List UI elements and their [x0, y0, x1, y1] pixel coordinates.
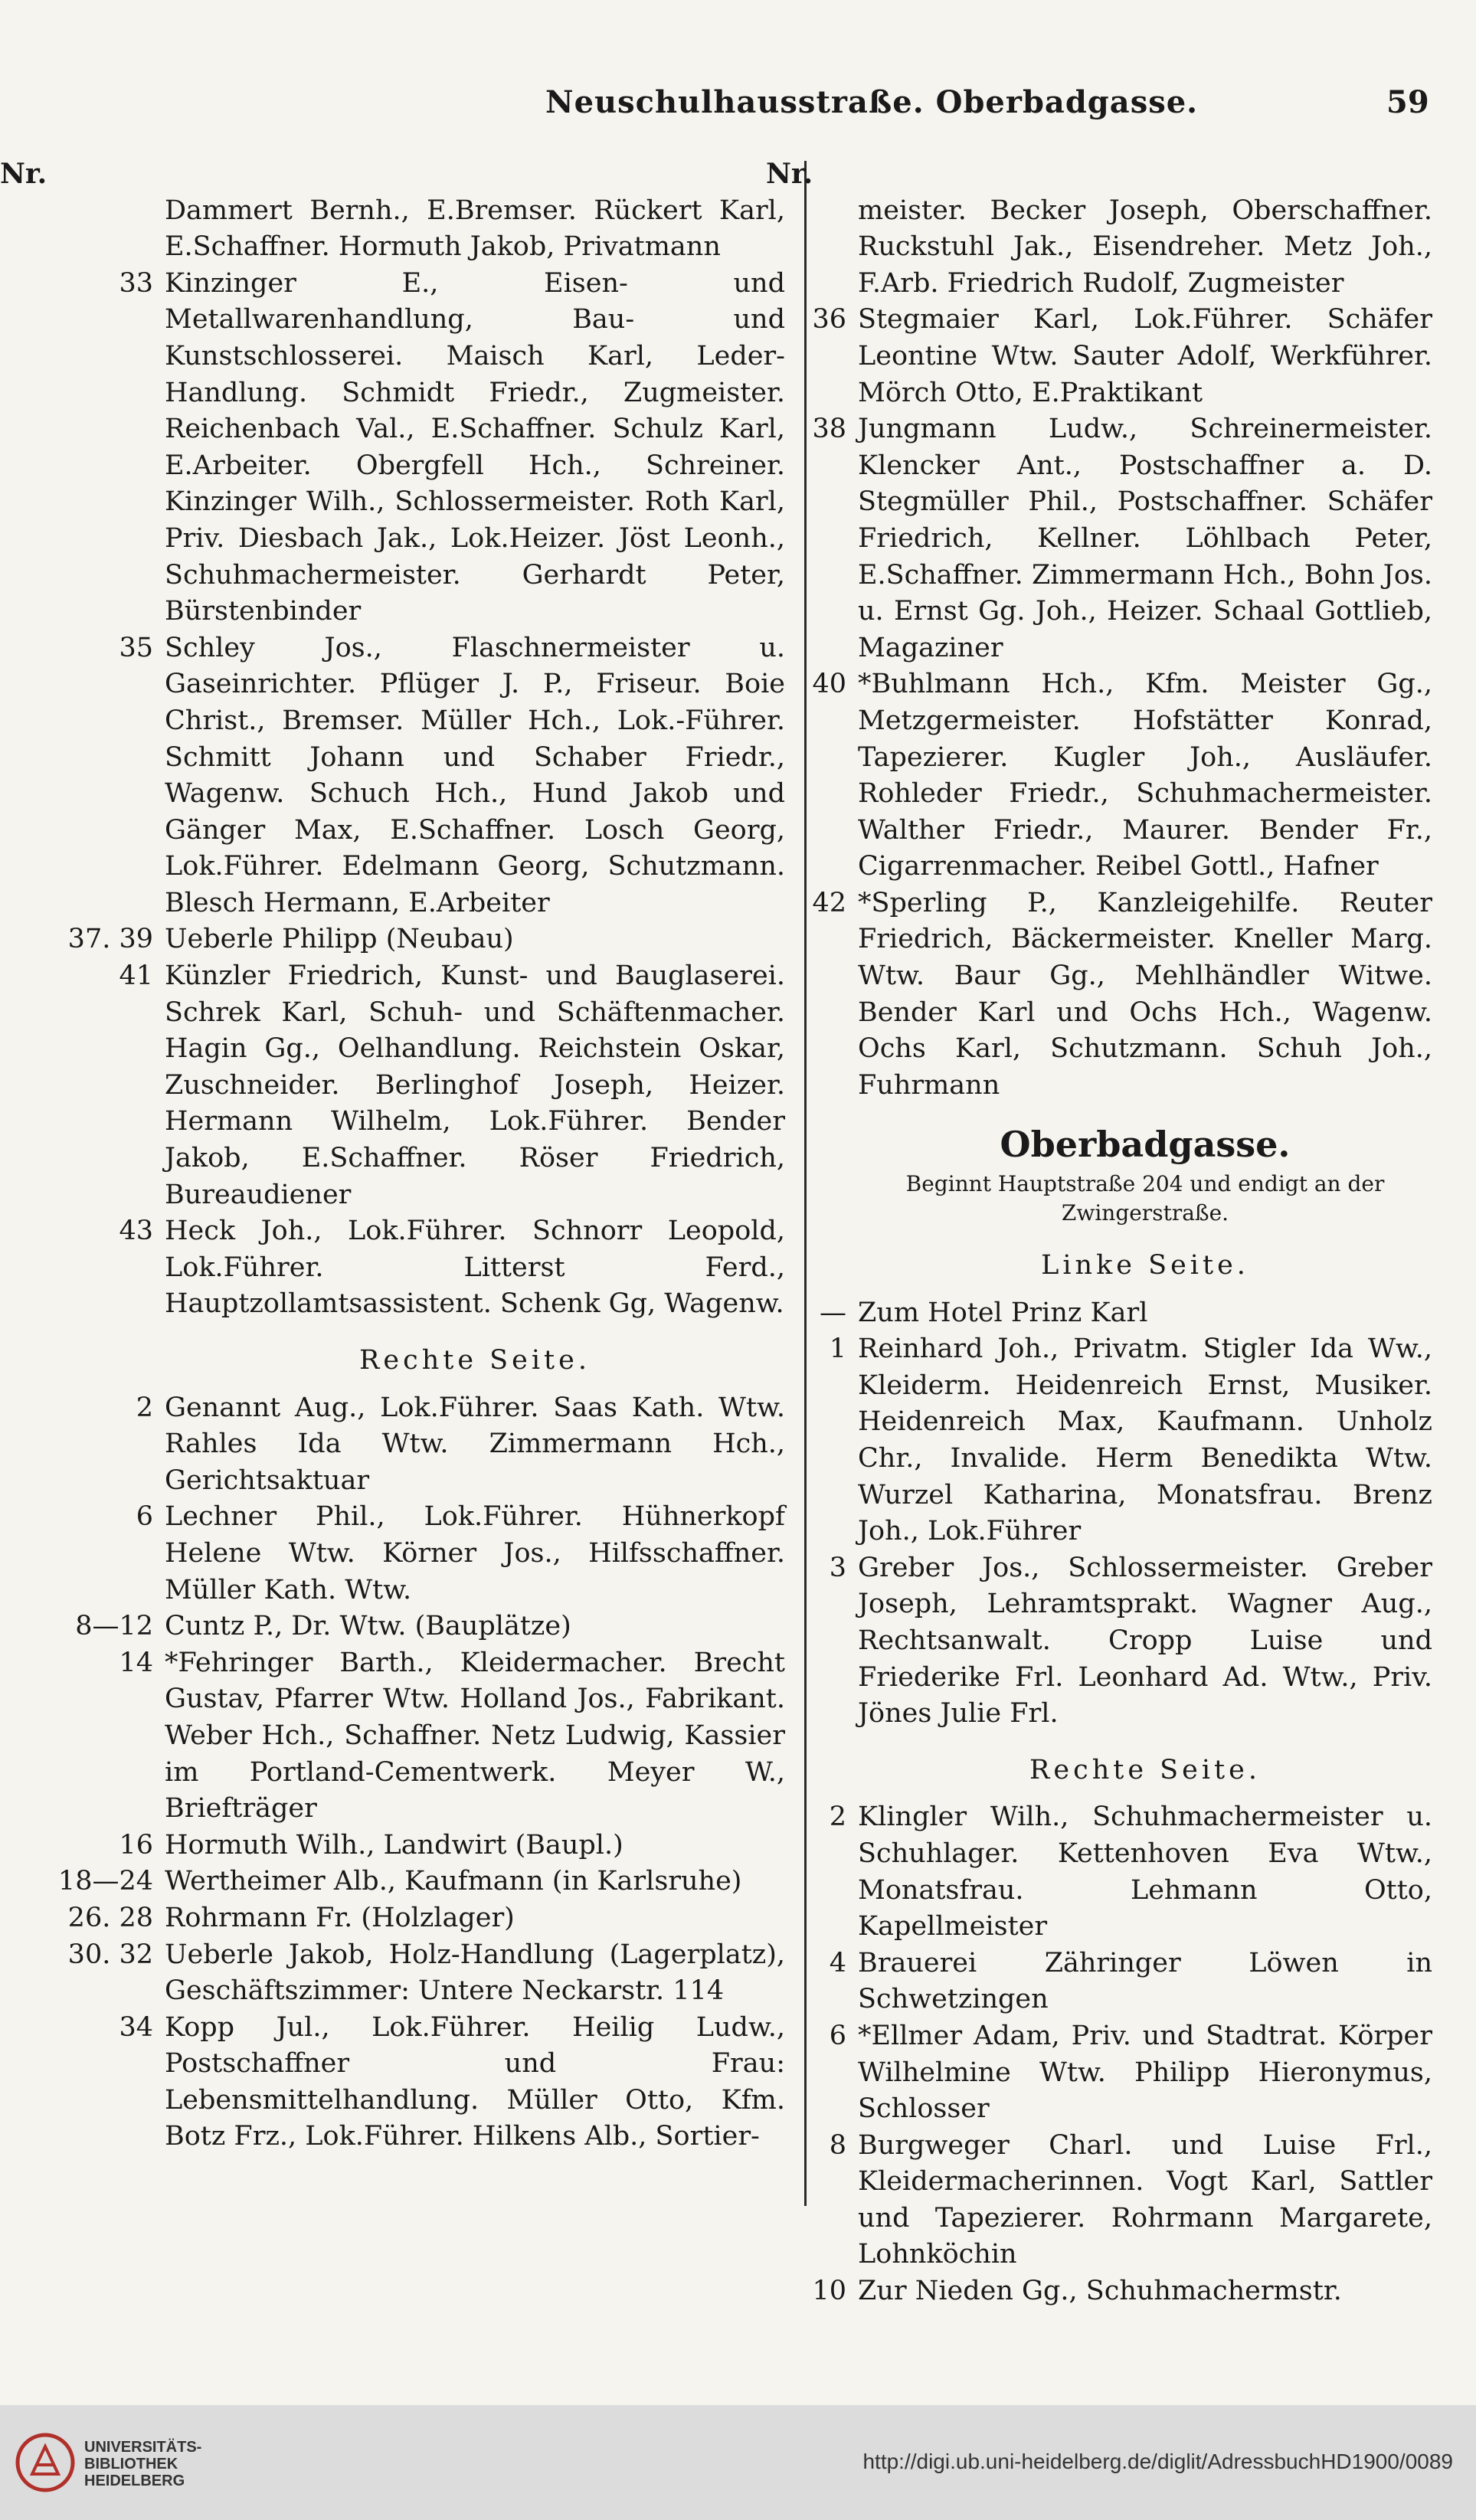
- resident-list: Klingler Wilh., Schuhmachermeister u. Schuhlager. Kettenhoven Eva Wtw., Monatsfrau. Lehmann Otto, Kapellmeister: [858, 1802, 1432, 1942]
- resident-list: *Fehringer Barth., Kleidermacher. Brecht Gustav, Pfarrer Wtw. Holland Jos., Fabrikant. Weber Hch., Schaffner. Netz Ludwig, Kassier im Portland-Cementwerk. Meyer W., Briefträger: [165, 1647, 785, 1825]
- resident-list: Wertheimer Alb., Kaufmann (in Karlsruhe): [165, 1866, 742, 1897]
- resident-list: Kopp Jul., Lok.Führer. Heilig Ludw., Postschaffner und Frau: Lebensmittelhandlung. Müller Otto, Kfm. Botz Frz., Lok.Führer. Hilkens Alb., Sortier-: [165, 2011, 785, 2152]
- house-number: 42: [812, 887, 846, 918]
- resident-list: Hormuth Wilh., Landwirt (Baupl.): [165, 1829, 623, 1861]
- page-number: 59: [1386, 84, 1429, 120]
- house-number: 14: [119, 1647, 153, 1678]
- address-entry: [119, 266, 785, 630]
- address-entry: [75, 1609, 785, 1645]
- house-number: 3: [829, 1552, 846, 1583]
- house-number: 33: [119, 267, 153, 299]
- house-number: 41: [119, 961, 153, 992]
- page-title: Neuschulhausstraße. Oberbadgasse.: [545, 84, 1199, 120]
- left-entries: [67, 193, 785, 1323]
- address-entry: [829, 2128, 1432, 2273]
- address-entry: [829, 2018, 1432, 2128]
- resident-list: Zum Hotel Prinz Karl: [858, 1297, 1148, 1328]
- footer-bar: [0, 2405, 1476, 2520]
- right-column: [766, 156, 1432, 2310]
- resident-list: Reinhard Joh., Privatm. Stigler Ida Ww., Kleiderm. Heidenreich Ernst, Musiker. Heidenreich Max, Kaufmann. Unholz Chr., Invalide. Herm Benedikta Wtw. Wurzel Katharina, Monatsfrau. Brenz Joh., Lok.Führer: [858, 1334, 1432, 1547]
- resident-list: Burgweger Charl. und Luise Frl., Kleidermacherinnen. Vogt Karl, Sattler und Tapezierer. Rohrmann Margarete, Lohnköchin: [858, 2129, 1432, 2270]
- address-entry: [829, 1946, 1432, 2018]
- house-number: 2: [829, 1802, 846, 1833]
- resident-list: Stegmaier Karl, Lok.Führer. Schäfer Leontine Wtw. Sauter Adolf, Werkführer. Mörch Otto, E.Praktikant: [858, 304, 1432, 408]
- address-entry: [165, 193, 785, 266]
- nr-label: Nr.: [766, 158, 813, 190]
- address-entry: [812, 885, 1432, 1105]
- address-entry: [136, 1390, 785, 1500]
- address-entry: [119, 958, 785, 1213]
- address-entry: [812, 302, 1432, 411]
- house-number: 8: [829, 2129, 846, 2161]
- address-entry: [119, 1645, 785, 1828]
- page-header: [0, 74, 1476, 135]
- house-number: 34: [119, 2011, 153, 2043]
- resident-list: Cuntz P., Dr. Wtw. (Bauplätze): [165, 1611, 571, 1642]
- section-heading-left: Linke Seite.: [1041, 1250, 1249, 1281]
- resident-list: Ueberle Philipp (Neubau): [165, 924, 514, 955]
- address-entry: [829, 1799, 1432, 1945]
- resident-list: Ueberle Jakob, Holz-Handlung (Lagerplatz), Geschäftszimmer: Untere Neckarstr. 114: [165, 1939, 785, 2007]
- left-column: [0, 156, 785, 2155]
- house-number: 10: [812, 2276, 846, 2307]
- street-heading: Oberbadgasse.: [1000, 1124, 1291, 1166]
- address-entry: [119, 1828, 785, 1864]
- house-number: 6: [136, 1501, 153, 1533]
- resident-list: Schley Jos., Flaschnermeister u. Gaseinrichter. Pflüger J. P., Friseur. Boie Christ., Bremser. Müller Hch., Lok.-Führer. Schmitt Johann und Schaber Friedr., Wagenw. Schuch Hch., Hund Jakob und Gänger Max, E.Schaffner. Losch Georg, Lok.Führer. Edelmann Georg, Schutzmann. Blesch Hermann, E.Arbeiter: [165, 632, 785, 918]
- nr-label: Nr.: [0, 158, 47, 190]
- right-entries-3: [812, 1799, 1432, 2309]
- address-entry: [67, 921, 785, 958]
- resident-list: Heck Joh., Lok.Führer. Schnorr Leopold, Lok.Führer. Litterst Ferd., Hauptzollamtsassistent. Schenk Gg, Wagenw.: [165, 1216, 785, 1320]
- house-number: 6: [829, 2020, 846, 2051]
- left-entries-2: [57, 1390, 785, 2155]
- address-entry: [67, 1937, 785, 2010]
- resident-list: Lechner Phil., Lok.Führer. Hühnerkopf Helene Wtw. Körner Jos., Hilfsschaffner. Müller Kath. Wtw.: [165, 1501, 785, 1605]
- resident-list: *Ellmer Adam, Priv. und Stadtrat. Körper Wilhelmine Wtw. Philipp Hieronymus, Schlosser: [858, 2020, 1432, 2125]
- university-seal-icon: [15, 2433, 75, 2492]
- address-entry: [67, 1900, 785, 1937]
- logo-line: BIBLIOTHEK: [84, 2456, 178, 2473]
- source-url-link[interactable]: http://digi.ub.uni-heidelberg.de/diglit/AdressbuchHD1900/0089: [862, 2450, 1453, 2473]
- address-entry: [119, 1213, 785, 1323]
- house-number: 30. 32: [67, 1939, 153, 1970]
- address-entry: [812, 666, 1432, 885]
- house-number: 26. 28: [67, 1902, 153, 1933]
- resident-list: Brauerei Zähringer Löwen in Schwetzingen: [858, 1947, 1432, 2015]
- right-entries: [812, 193, 1432, 1105]
- resident-list: Kinzinger E., Eisen- und Metallwarenhandlung, Bau- und Kunstschlosserei. Maisch Karl, Leder-Handlung. Schmidt Friedr., Zugmeister. Reichenbach Val., E.Schaffner. Schulz Karl, E.Arbeiter. Obergfell Hch., Schreiner. Kinzinger Wilh., Schlossermeister. Roth Karl, Priv. Diesbach Jak., Lok.Heizer. Jöst Leonh., Schuhmachermeister. Gerhardt Peter, Bürstenbinder: [165, 267, 785, 627]
- house-number: 38: [812, 414, 846, 445]
- address-entry: [119, 630, 785, 922]
- house-number: 2: [136, 1392, 153, 1423]
- section-heading-right: Rechte Seite.: [1029, 1754, 1261, 1785]
- resident-list: *Sperling P., Kanzleigehilfe. Reuter Friedrich, Bäckermeister. Kneller Marg. Wtw. Baur Gg., Mehlhändler Witwe. Bender Karl und Ochs Hch., Wagenw. Ochs Karl, Schutzmann. Schuh Joh., Fuhrmann: [858, 887, 1432, 1101]
- resident-list: Rohrmann Fr. (Holzlager): [165, 1902, 515, 1933]
- library-logo-text: [84, 2439, 201, 2489]
- house-number: 18—24: [57, 1866, 153, 1897]
- resident-list: Künzler Friedrich, Kunst- und Bauglaserei. Schrek Karl, Schuh- und Schäftenmacher. Hagin Gg., Oelhandlung. Reichstein Oskar, Zuschneider. Berlinghof Joseph, Heizer. Hermann Wilhelm, Lok.Führer. Bender Jakob, E.Schaffner. Röser Friedrich, Bureaudiener: [165, 961, 785, 1210]
- resident-list: meister. Becker Joseph, Oberschaffner. Ruckstuhl Jak., Eisendreher. Metz Joh., F.Arb. Friedrich Rudolf, Zugmeister: [858, 195, 1432, 299]
- house-number: 36: [812, 304, 846, 335]
- resident-list: Jungmann Ludw., Schreinermeister. Klencker Ant., Postschaffner a. D. Stegmüller Phil., Postschaffner. Schäfer Friedrich, Kellner. Löhlbach Peter, E.Schaffner. Zimmermann Hch., Bohn Jos. u. Ernst Gg. Joh., Heizer. Schaal Gottlieb, Magaziner: [858, 414, 1432, 663]
- house-number: —: [820, 1297, 846, 1328]
- address-entry: [858, 193, 1432, 303]
- house-number: 43: [119, 1216, 153, 1247]
- street-note: Beginnt Hauptstraße 204 und endigt an der Zwingerstraße.: [905, 1171, 1385, 1226]
- section-heading-right: Rechte Seite.: [359, 1345, 591, 1376]
- house-number: 37. 39: [67, 924, 153, 955]
- column-divider: [804, 161, 807, 2206]
- house-number: 16: [119, 1829, 153, 1861]
- address-entry: [57, 1864, 785, 1900]
- address-entry: [136, 1499, 785, 1609]
- resident-list: Dammert Bernh., E.Bremser. Rückert Karl, E.Schaffner. Hormuth Jakob, Privatmann: [165, 195, 785, 263]
- address-entry: [829, 1331, 1432, 1550]
- address-entry: [812, 411, 1432, 666]
- resident-list: Genannt Aug., Lok.Führer. Saas Kath. Wtw. Rahles Ida Wtw. Zimmermann Hch., Gerichtsaktuar: [165, 1392, 785, 1496]
- house-number: 35: [119, 632, 153, 663]
- resident-list: Greber Jos., Schlossermeister. Greber Joseph, Lehramtsprakt. Wagner Aug., Rechtsanwalt. Cropp Luise und Friederike Frl. Leonhard Ad. Wtw., Priv. Jönes Julie Frl.: [858, 1552, 1432, 1730]
- address-entry: [812, 2273, 1432, 2310]
- address-entry: [119, 2010, 785, 2155]
- house-number: 8—12: [75, 1611, 153, 1642]
- address-entry: [820, 1295, 1432, 1332]
- logo-line: HEIDELBERG: [84, 2473, 185, 2489]
- logo-line: UNIVERSITÄTS-: [84, 2439, 202, 2456]
- house-number: 40: [812, 669, 846, 700]
- resident-list: *Buhlmann Hch., Kfm. Meister Gg., Metzgermeister. Hofstätter Konrad, Tapezierer. Kugler Joh., Ausläufer. Rohleder Friedr., Schuhmachermeister. Walther Friedr., Maurer. Bender Fr., Cigarrenmacher. Reibel Gottl., Hafner: [858, 669, 1432, 882]
- address-entry: [829, 1550, 1432, 1733]
- resident-list: Zur Nieden Gg., Schuhmachermstr.: [858, 2276, 1342, 2307]
- house-number: 1: [829, 1334, 846, 1365]
- right-entries-2: [820, 1295, 1432, 1733]
- house-number: 4: [829, 1947, 846, 1978]
